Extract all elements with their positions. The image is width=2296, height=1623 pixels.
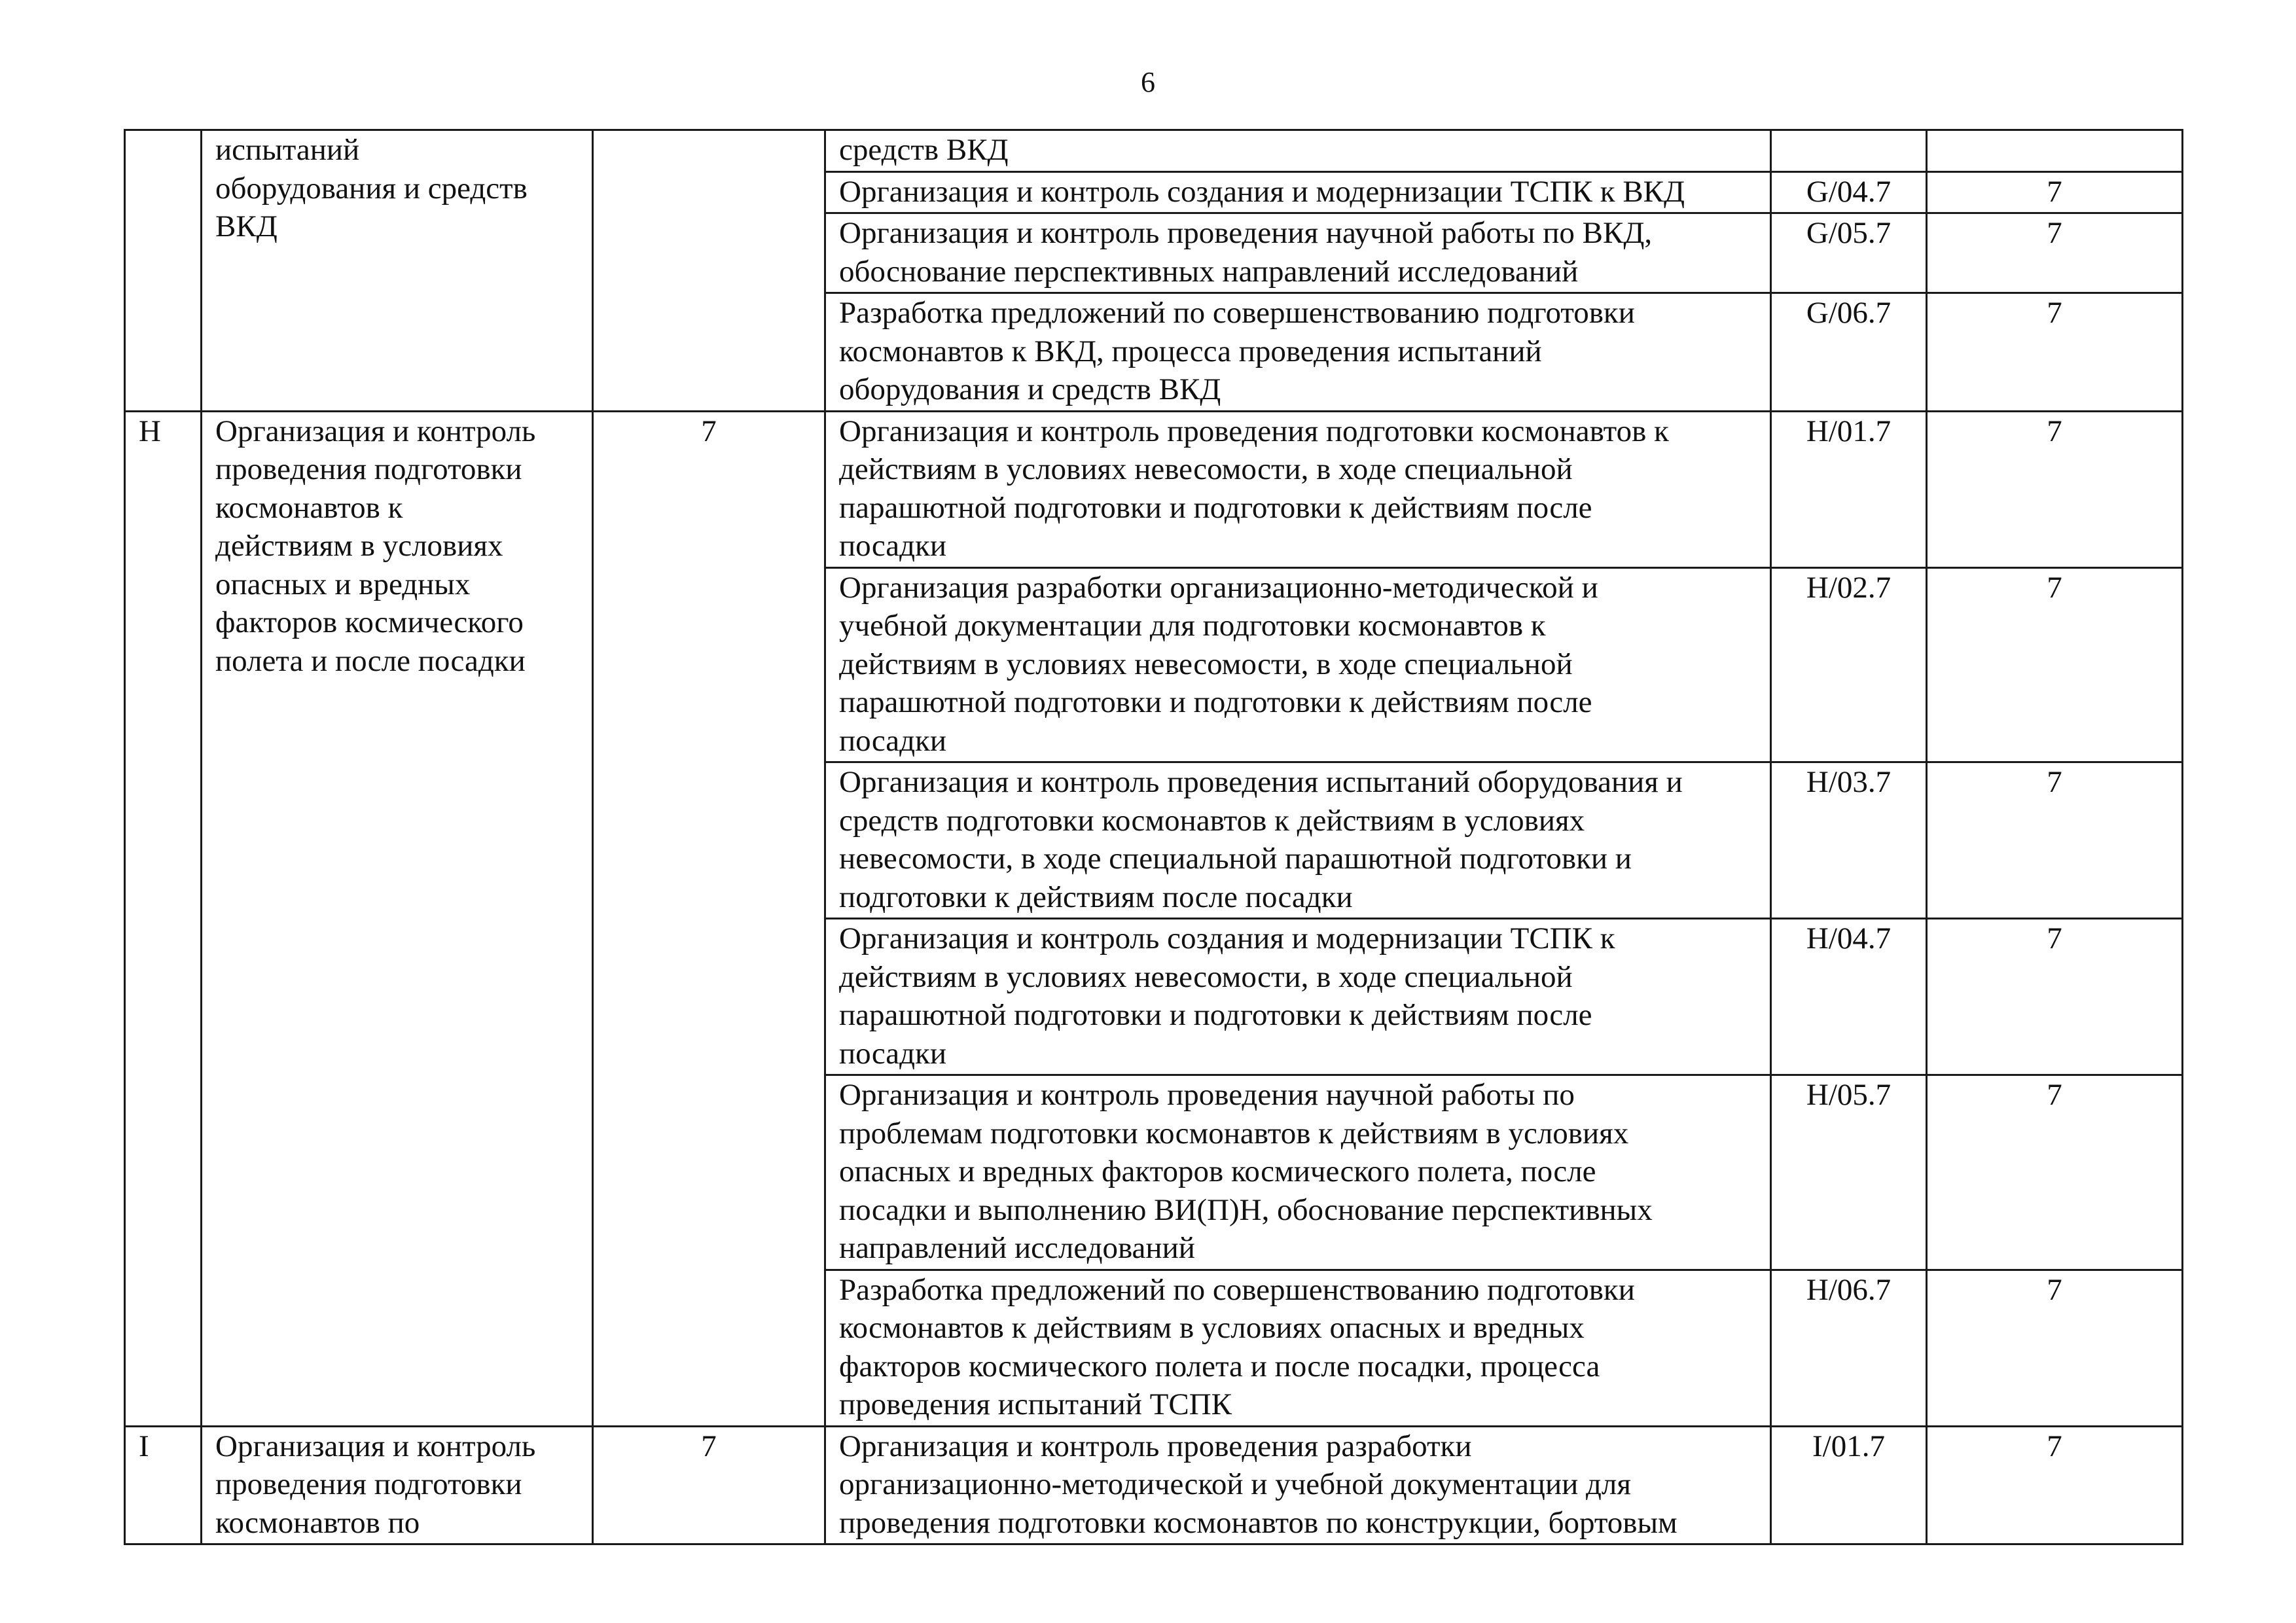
labor-function-code: G/04.7 xyxy=(1771,171,1927,213)
labor-function-level: 7 xyxy=(1927,1426,2183,1544)
labor-function-name: Организация разработки организационно-методической и учебной документации для подготовки космонавтов к действиям в условиях невесомости, в ходе специальной парашютной подготовки и подготовки к действиям после посадки xyxy=(825,567,1771,762)
table-row xyxy=(125,1426,2183,1544)
table-row xyxy=(125,411,2183,567)
labor-function-level: 7 xyxy=(1927,1075,2183,1270)
labor-function-name: Разработка предложений по совершенствованию подготовки космонавтов к действиям в условиях опасных и вредных факторов космического полета и после посадки, процесса проведения испытаний ТСПК xyxy=(825,1270,1771,1426)
labor-function-code xyxy=(1771,130,1927,172)
generalized-function-level xyxy=(593,130,825,412)
generalized-function-name: Организация и контроль проведения подготовки космонавтов по xyxy=(202,1426,593,1544)
labor-function-code: H/01.7 xyxy=(1771,411,1927,567)
labor-function-code: H/02.7 xyxy=(1771,567,1927,762)
labor-function-level xyxy=(1927,130,2183,172)
labor-function-level: 7 xyxy=(1927,293,2183,412)
labor-function-level: 7 xyxy=(1927,919,2183,1075)
labor-function-name: Организация и контроль проведения научной работы по проблемам подготовки космонавтов к действиям в условиях опасных и вредных факторов космического полета, после посадки и выполнению ВИ(П)Н, обоснование перспективных направлений исследований xyxy=(825,1075,1771,1270)
labor-function-level: 7 xyxy=(1927,411,2183,567)
generalized-function-code xyxy=(125,130,202,412)
labor-function-name: средств ВКД xyxy=(825,130,1771,172)
labor-function-code: H/03.7 xyxy=(1771,762,1927,919)
labor-function-level: 7 xyxy=(1927,171,2183,213)
labor-function-code: H/04.7 xyxy=(1771,919,1927,1075)
labor-function-code: G/06.7 xyxy=(1771,293,1927,412)
generalized-function-name: испытаний оборудования и средств ВКД xyxy=(202,130,593,412)
labor-function-level: 7 xyxy=(1927,213,2183,293)
labor-function-level: 7 xyxy=(1927,762,2183,919)
page-number: 6 xyxy=(1141,66,1155,98)
labor-function-name: Организация и контроль проведения разработки организационно-методической и учебной документации для проведения подготовки космонавтов по конструкции, бортовым xyxy=(825,1426,1771,1544)
labor-function-code: I/01.7 xyxy=(1771,1426,1927,1544)
labor-function-code: H/06.7 xyxy=(1771,1270,1927,1426)
labor-function-name: Организация и контроль проведения испытаний оборудования и средств подготовки космонавтов к действиям в условиях невесомости, в ходе специальной парашютной подготовки и подготовки к действиям после посадки xyxy=(825,762,1771,919)
labor-function-code: G/05.7 xyxy=(1771,213,1927,293)
generalized-function-code: I xyxy=(125,1426,202,1544)
generalized-function-code: H xyxy=(125,411,202,1426)
functions-table xyxy=(124,129,2183,1545)
labor-function-name: Организация и контроль проведения научной работы по ВКД, обоснование перспективных направлений исследований xyxy=(825,213,1771,293)
generalized-function-level: 7 xyxy=(593,1426,825,1544)
labor-function-name: Организация и контроль создания и модернизации ТСПК к ВКД xyxy=(825,171,1771,213)
generalized-function-name: Организация и контроль проведения подготовки космонавтов к действиям в условиях опасных и вредных факторов космического полета и после посадки xyxy=(202,411,593,1426)
generalized-function-level: 7 xyxy=(593,411,825,1426)
labor-function-name: Разработка предложений по совершенствованию подготовки космонавтов к ВКД, процесса проведения испытаний оборудования и средств ВКД xyxy=(825,293,1771,412)
table-row xyxy=(125,130,2183,172)
labor-function-name: Организация и контроль создания и модернизации ТСПК к действиям в условиях невесомости, в ходе специальной парашютной подготовки и подготовки к действиям после посадки xyxy=(825,919,1771,1075)
labor-function-code: H/05.7 xyxy=(1771,1075,1927,1270)
labor-function-level: 7 xyxy=(1927,567,2183,762)
labor-function-level: 7 xyxy=(1927,1270,2183,1426)
labor-function-name: Организация и контроль проведения подготовки космонавтов к действиям в условиях невесомости, в ходе специальной парашютной подготовки и подготовки к действиям после посадки xyxy=(825,411,1771,567)
